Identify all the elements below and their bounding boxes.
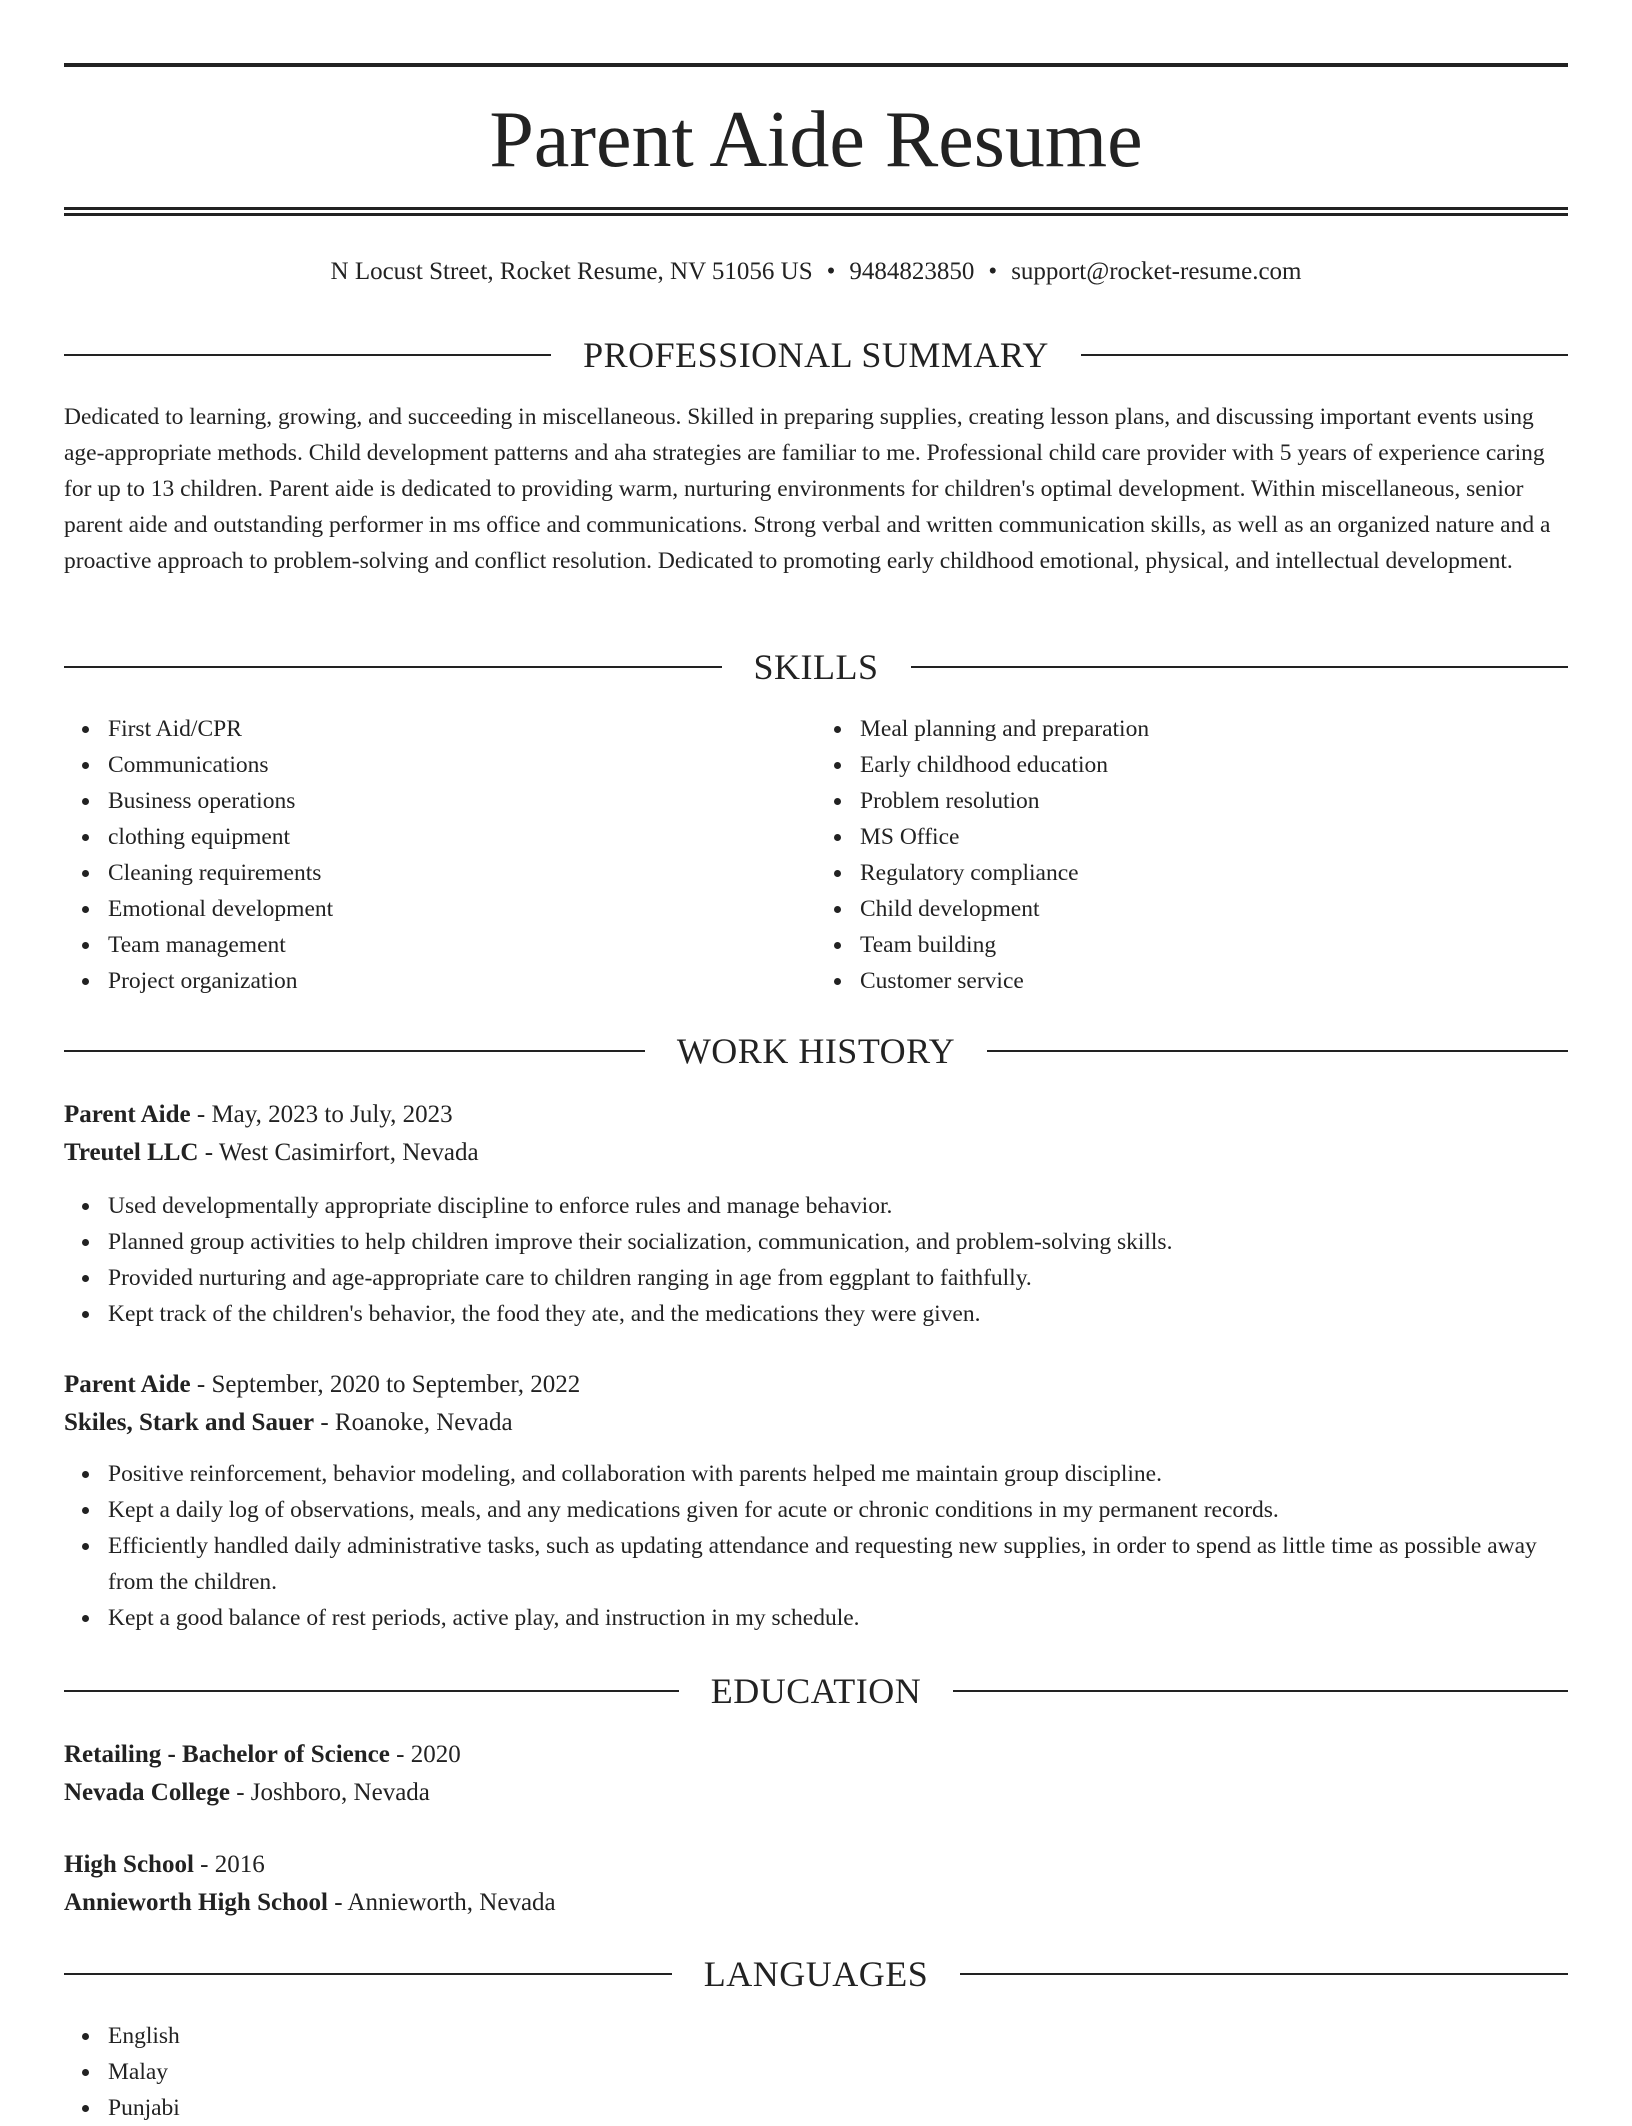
- education-location: - Joshboro, Nevada: [229, 1779, 430, 1806]
- skill-item: Business operations: [108, 783, 816, 819]
- education-year: - 2016: [193, 1851, 265, 1878]
- job-bullet: Provided nurturing and age-appropriate care to children ranging in age from eggplant to faithfully.: [108, 1260, 1568, 1296]
- skill-item: Cleaning requirements: [108, 855, 816, 891]
- skill-item: First Aid/CPR: [108, 711, 816, 747]
- language-item: Punjabi: [108, 2090, 1568, 2126]
- contact-separator: •: [826, 258, 836, 285]
- header-double-rule: [64, 207, 1568, 216]
- skills-list: [64, 711, 1568, 999]
- header-top-rule: [64, 63, 1568, 67]
- contact-line: [64, 254, 1568, 290]
- job-bullet: Kept a good balance of rest periods, active play, and instruction in my schedule.: [108, 1600, 1568, 1636]
- skill-item: Customer service: [860, 963, 1568, 999]
- job-entry: [64, 1096, 1568, 1332]
- job-title: Parent Aide: [64, 1371, 191, 1398]
- contact-email: support@rocket-resume.com: [1011, 258, 1302, 285]
- contact-phone: 9484823850: [849, 258, 975, 285]
- section-heading-work: [64, 1029, 1568, 1073]
- education-school: Annieworth High School: [64, 1889, 328, 1916]
- divider: [64, 1690, 679, 1692]
- languages-list: [64, 2018, 1568, 2126]
- job-bullet: Efficiently handled daily administrative tasks, such as updating attendance and requesting new supplies, in order to spend as little time as possible away from the children.: [108, 1528, 1568, 1600]
- job-title-line: [64, 1366, 1568, 1404]
- skill-item: MS Office: [860, 819, 1568, 855]
- section-heading-languages: [64, 1952, 1568, 1996]
- education-degree: High School: [64, 1851, 194, 1878]
- job-bullet: Kept a daily log of observations, meals, and any medications given for acute or chronic conditions in my permanent records.: [108, 1492, 1568, 1528]
- divider: [960, 1973, 1568, 1975]
- section-heading-summary: [64, 333, 1568, 377]
- divider: [64, 666, 722, 668]
- job-company: Treutel LLC: [64, 1139, 199, 1166]
- skill-item: Emotional development: [108, 891, 816, 927]
- divider: [911, 666, 1569, 668]
- skill-item: Project organization: [108, 963, 816, 999]
- education-degree-line: [64, 1736, 1568, 1774]
- education-entry: [64, 1736, 1568, 1812]
- job-bullets: [64, 1456, 1568, 1636]
- education-entry: [64, 1846, 1568, 1922]
- section-heading-skills: [64, 645, 1568, 689]
- skills-column-left: [64, 711, 816, 999]
- skill-item: Regulatory compliance: [860, 855, 1568, 891]
- job-dates: - May, 2023 to July, 2023: [190, 1101, 453, 1128]
- skill-item: Early childhood education: [860, 747, 1568, 783]
- job-location: - Roanoke, Nevada: [314, 1409, 513, 1436]
- education-degree: Retailing - Bachelor of Science: [64, 1741, 390, 1768]
- skill-item: Child development: [860, 891, 1568, 927]
- divider: [1081, 354, 1568, 356]
- job-bullet: Used developmentally appropriate discipline to enforce rules and manage behavior.: [108, 1188, 1568, 1224]
- education-year: - 2020: [389, 1741, 461, 1768]
- education-location: - Annieworth, Nevada: [327, 1889, 556, 1916]
- education-school-line: [64, 1774, 1568, 1812]
- summary-block: [64, 399, 1568, 579]
- divider: [64, 1050, 645, 1052]
- contact-address: N Locust Street, Rocket Resume, NV 51056 US: [330, 258, 813, 285]
- job-company: Skiles, Stark and Sauer: [64, 1409, 315, 1436]
- job-dates: - September, 2020 to September, 2022: [190, 1371, 581, 1398]
- skills-column-right: [816, 711, 1568, 999]
- skill-item: Team building: [860, 927, 1568, 963]
- contact-separator: •: [988, 258, 998, 285]
- job-bullet: Positive reinforcement, behavior modeling, and collaboration with parents helped me maintain group discipline.: [108, 1456, 1568, 1492]
- job-entry: [64, 1366, 1568, 1636]
- divider: [64, 1973, 672, 1975]
- divider: [64, 354, 551, 356]
- summary-text: Dedicated to learning, growing, and succeeding in miscellaneous. Skilled in preparing supplies, creating lesson plans, and discussing important events using age-appropriate methods. Child development patterns and aha strategies are familiar to me. Professional child care provider with 5 years of experience caring for up to 13 children. Parent aide is dedicated to providing warm, nurturing environments for children's optimal development. Within miscellaneous, senior parent aide and outstanding performer in ms office and communications. Strong verbal and written communication skills, as well as an organized nature and a proactive approach to problem-solving and conflict resolution. Dedicated to promoting early childhood emotional, physical, and intellectual development.: [64, 404, 1551, 574]
- languages-block: [64, 2018, 1568, 2126]
- job-company-line: [64, 1134, 1568, 1172]
- section-title: LANGUAGES: [703, 1954, 929, 1994]
- skill-item: Problem resolution: [860, 783, 1568, 819]
- resume-title: Parent Aide Resume: [489, 96, 1143, 184]
- section-title: SKILLS: [753, 647, 879, 687]
- skill-item: Team management: [108, 927, 816, 963]
- job-title: Parent Aide: [64, 1101, 191, 1128]
- skill-item: Communications: [108, 747, 816, 783]
- divider: [987, 1050, 1568, 1052]
- job-company-line: [64, 1404, 1568, 1442]
- section-title: PROFESSIONAL SUMMARY: [583, 335, 1049, 375]
- skill-item: Meal planning and preparation: [860, 711, 1568, 747]
- section-title: WORK HISTORY: [676, 1031, 956, 1071]
- job-bullet: Planned group activities to help children improve their socialization, communication, and problem-solving skills.: [108, 1224, 1568, 1260]
- section-heading-education: [64, 1669, 1568, 1713]
- job-bullets: [64, 1188, 1568, 1332]
- section-title: EDUCATION: [710, 1671, 922, 1711]
- education-school: Nevada College: [64, 1779, 230, 1806]
- education-school-line: [64, 1884, 1568, 1922]
- skill-item: clothing equipment: [108, 819, 816, 855]
- education-degree-line: [64, 1846, 1568, 1884]
- job-location: - West Casimirfort, Nevada: [198, 1139, 479, 1166]
- language-item: Malay: [108, 2054, 1568, 2090]
- divider: [953, 1690, 1568, 1692]
- job-bullet: Kept track of the children's behavior, the food they ate, and the medications they were given.: [108, 1296, 1568, 1332]
- language-item: English: [108, 2018, 1568, 2054]
- job-title-line: [64, 1096, 1568, 1134]
